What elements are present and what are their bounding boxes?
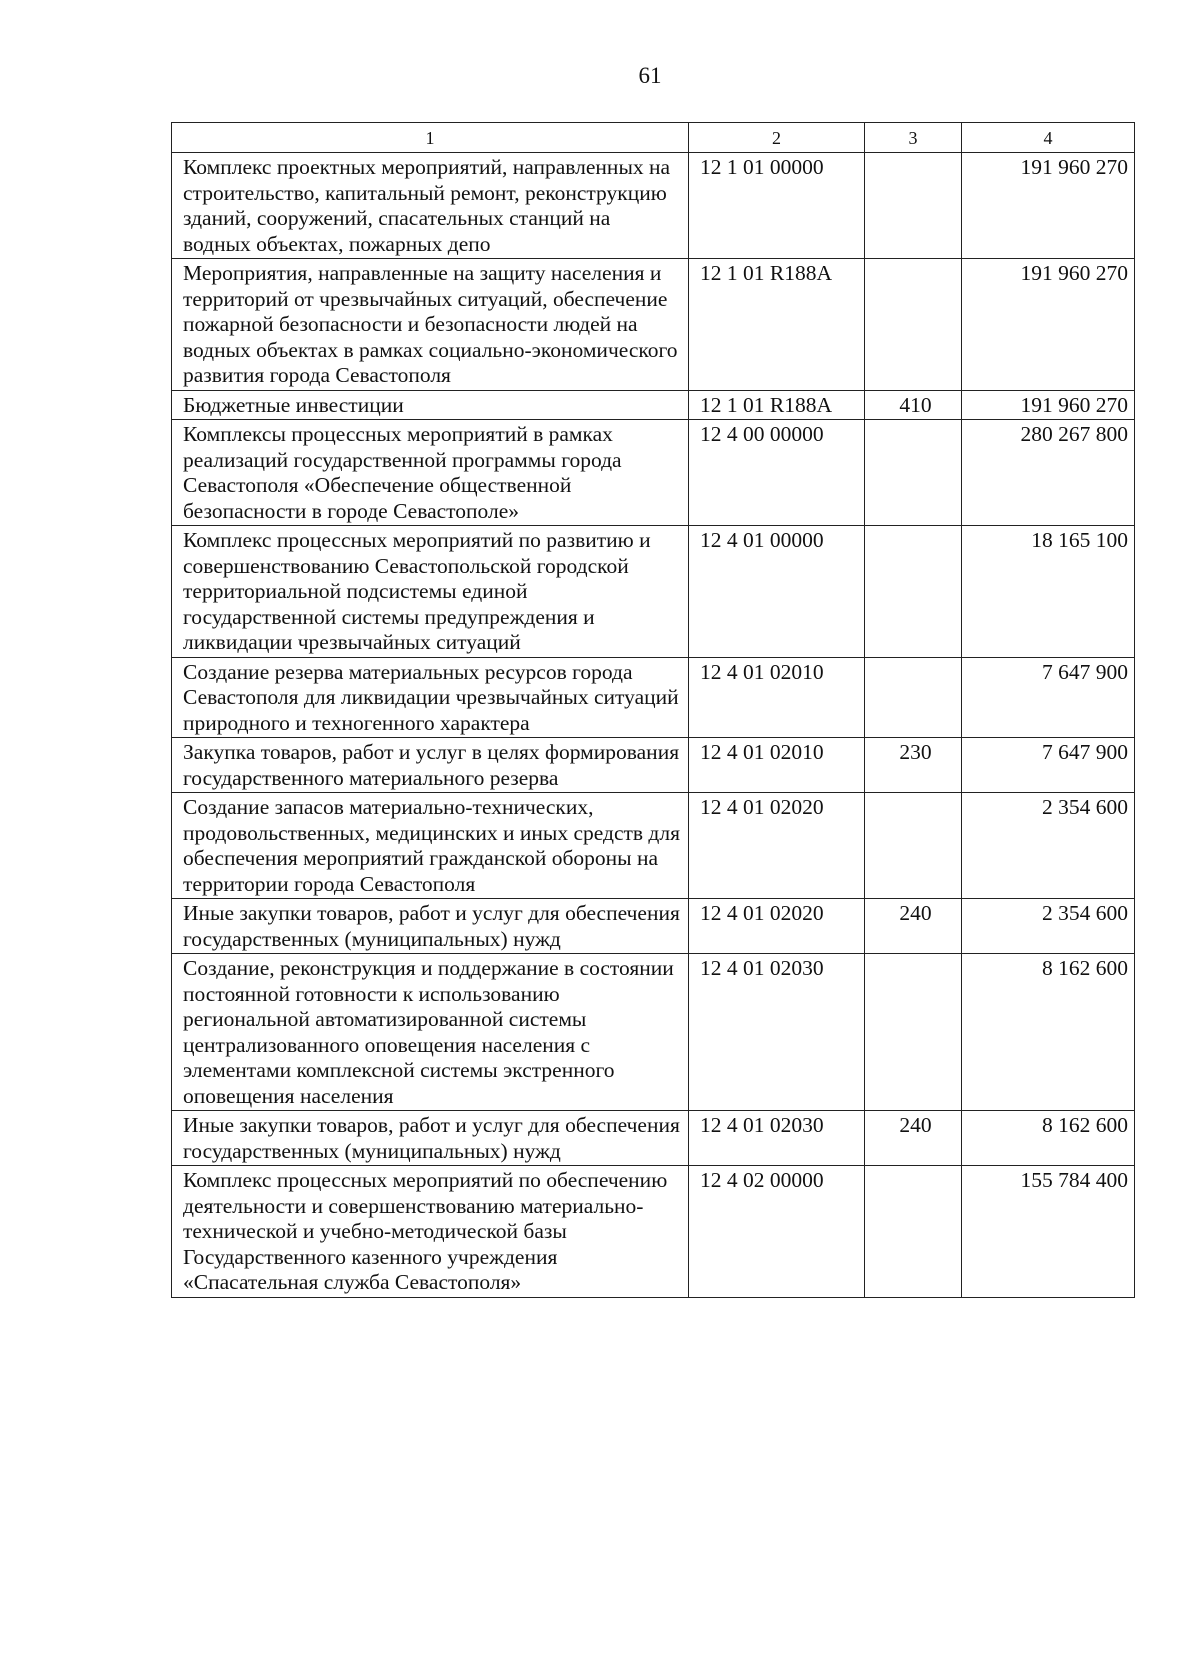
column-header-name: 1 bbox=[172, 123, 689, 153]
row-code: 12 4 02 00000 bbox=[689, 1166, 865, 1298]
row-amount: 191 960 270 bbox=[962, 390, 1135, 420]
table-row bbox=[172, 657, 1135, 738]
row-name: Закупка товаров, работ и услуг в целях формирования государственного материального резерва bbox=[172, 738, 689, 793]
table-row bbox=[172, 1166, 1135, 1298]
row-name: Комплекс процессных мероприятий по обеспечению деятельности и совершенствованию материально-технической и учебно-методической базы Государственного казенного учреждения «Спасательная служба Севастополя» bbox=[172, 1166, 689, 1298]
row-name: Комплексы процессных мероприятий в рамках реализаций государственной программы города Севастополя «Обеспечение общественной безопасности в городе Севастополе» bbox=[172, 420, 689, 526]
row-name: Создание, реконструкция и поддержание в состоянии постоянной готовности к использованию региональной автоматизированной системы централизованного оповещения населения с элементами комплексной системы экстренного оповещения населения bbox=[172, 954, 689, 1111]
table-row bbox=[172, 526, 1135, 658]
row-type bbox=[865, 526, 962, 658]
table-row bbox=[172, 390, 1135, 420]
row-code: 12 4 01 02020 bbox=[689, 793, 865, 899]
table-row bbox=[172, 793, 1135, 899]
row-type: 240 bbox=[865, 1111, 962, 1166]
row-code: 12 4 01 02030 bbox=[689, 954, 865, 1111]
table-row bbox=[172, 954, 1135, 1111]
budget-table bbox=[171, 122, 1135, 1298]
row-name: Мероприятия, направленные на защиту населения и территорий от чрезвычайных ситуаций, обеспечение пожарной безопасности и безопасности людей на водных объектах в рамках социально-экономического развития города Севастополя bbox=[172, 259, 689, 391]
row-type bbox=[865, 793, 962, 899]
row-code: 12 4 01 02020 bbox=[689, 899, 865, 954]
row-amount: 191 960 270 bbox=[962, 153, 1135, 259]
row-type: 240 bbox=[865, 899, 962, 954]
row-amount: 18 165 100 bbox=[962, 526, 1135, 658]
row-amount: 2 354 600 bbox=[962, 793, 1135, 899]
row-amount: 7 647 900 bbox=[962, 738, 1135, 793]
row-code: 12 4 01 00000 bbox=[689, 526, 865, 658]
row-type bbox=[865, 1166, 962, 1298]
row-type bbox=[865, 153, 962, 259]
row-name: Создание резерва материальных ресурсов города Севастополя для ликвидации чрезвычайных ситуаций природного и техногенного характера bbox=[172, 657, 689, 738]
row-type bbox=[865, 954, 962, 1111]
row-amount: 2 354 600 bbox=[962, 899, 1135, 954]
row-type bbox=[865, 259, 962, 391]
row-code: 12 4 01 02010 bbox=[689, 738, 865, 793]
row-amount: 7 647 900 bbox=[962, 657, 1135, 738]
row-code: 12 4 01 02030 bbox=[689, 1111, 865, 1166]
table-row bbox=[172, 420, 1135, 526]
table-row bbox=[172, 738, 1135, 793]
row-code: 12 4 01 02010 bbox=[689, 657, 865, 738]
row-amount: 280 267 800 bbox=[962, 420, 1135, 526]
row-amount: 155 784 400 bbox=[962, 1166, 1135, 1298]
row-type: 230 bbox=[865, 738, 962, 793]
row-type: 410 bbox=[865, 390, 962, 420]
table-row bbox=[172, 1111, 1135, 1166]
row-name: Бюджетные инвестиции bbox=[172, 390, 689, 420]
row-type bbox=[865, 657, 962, 738]
row-name: Иные закупки товаров, работ и услуг для обеспечения государственных (муниципальных) нужд bbox=[172, 899, 689, 954]
row-amount: 8 162 600 bbox=[962, 1111, 1135, 1166]
row-code: 12 1 01 00000 bbox=[689, 153, 865, 259]
row-code: 12 1 01 R188A bbox=[689, 259, 865, 391]
row-code: 12 4 00 00000 bbox=[689, 420, 865, 526]
page-number: 61 bbox=[638, 63, 662, 88]
row-name: Комплекс проектных мероприятий, направленных на строительство, капитальный ремонт, реконструкцию зданий, сооружений, спасательных станций на водных объектах, пожарных депо bbox=[172, 153, 689, 259]
table-row bbox=[172, 259, 1135, 391]
column-header-type: 3 bbox=[865, 123, 962, 153]
table-row bbox=[172, 899, 1135, 954]
row-amount: 8 162 600 bbox=[962, 954, 1135, 1111]
row-amount: 191 960 270 bbox=[962, 259, 1135, 391]
column-header-code: 2 bbox=[689, 123, 865, 153]
row-name: Иные закупки товаров, работ и услуг для обеспечения государственных (муниципальных) нужд bbox=[172, 1111, 689, 1166]
row-type bbox=[865, 420, 962, 526]
row-code: 12 1 01 R188A bbox=[689, 390, 865, 420]
table-row bbox=[172, 153, 1135, 259]
column-header-amount: 4 bbox=[962, 123, 1135, 153]
table-header-row bbox=[172, 123, 1135, 153]
row-name: Создание запасов материально-технических, продовольственных, медицинских и иных средств для обеспечения мероприятий гражданской обороны на территории города Севастополя bbox=[172, 793, 689, 899]
row-name: Комплекс процессных мероприятий по развитию и совершенствованию Севастопольской городской территориальной подсистемы единой государственной системы предупреждения и ликвидации чрезвычайных ситуаций bbox=[172, 526, 689, 658]
